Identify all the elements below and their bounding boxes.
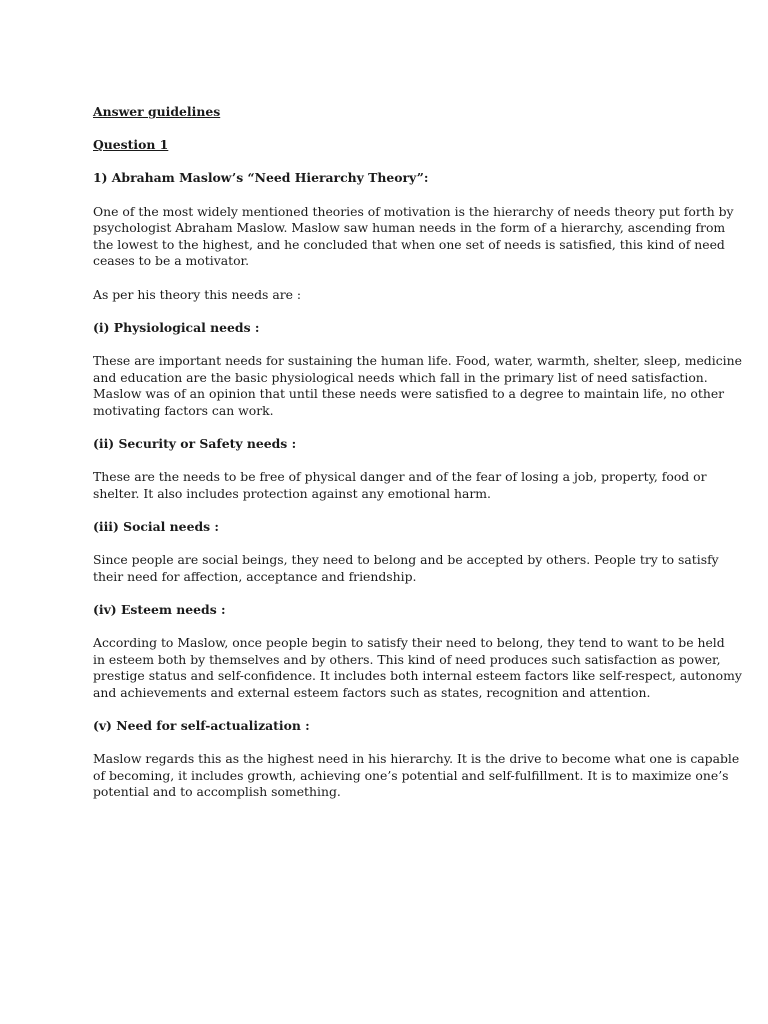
spacer	[93, 618, 683, 635]
section-heading-esteem: (iv) Esteem needs :	[93, 601, 226, 617]
spacer	[93, 502, 683, 519]
spacer	[93, 701, 683, 718]
paragraph-line: Maslow was of an opinion that until these needs were satisfied to a degree to maintain life, no other	[93, 386, 725, 402]
spacer	[93, 535, 683, 552]
paragraph-line: ceases to be a motivator.	[93, 253, 250, 269]
paragraph-line: and education are the basic physiological needs which fall in the primary list of need satisfaction.	[93, 369, 708, 385]
spacer	[93, 154, 683, 171]
section-paragraph-social	[93, 552, 719, 585]
spacer	[93, 303, 683, 320]
paragraph-line: potential and to accomplish something.	[93, 784, 341, 800]
paragraph-line: shelter. It also includes protection against any emotional harm.	[93, 485, 491, 501]
section-heading-self-actualization: (v) Need for self-actualization :	[93, 717, 310, 733]
section-paragraph-self-actualization	[93, 751, 740, 801]
question-label: Question 1	[93, 137, 169, 153]
spacer	[93, 187, 683, 204]
paragraph-line: their need for affection, acceptance and friendship.	[93, 568, 417, 584]
spacer	[93, 336, 683, 353]
paragraph-line: and achievements and external esteem factors such as states, recognition and attention.	[93, 684, 651, 700]
section-paragraph-safety	[93, 469, 707, 502]
section-paragraph-physiological	[93, 352, 742, 419]
paragraph-line: motivating factors can work.	[93, 402, 274, 418]
paragraph-line: psychologist Abraham Maslow. Maslow saw human needs in the form of a hierarchy, ascending from	[93, 220, 726, 236]
spacer	[93, 452, 683, 469]
main-heading: 1) Abraham Maslow’s “Need Hierarchy Theory”:	[93, 170, 429, 186]
paragraph-line: These are the needs to be free of physical danger and of the fear of losing a job, property, food or	[93, 469, 707, 485]
spacer	[93, 419, 683, 436]
spacer	[93, 121, 683, 138]
section-heading-safety: (ii) Security or Safety needs :	[93, 435, 297, 451]
paragraph-line: of becoming, it includes growth, achieving one’s potential and self-fulfillment. It is to maximize one’s	[93, 767, 729, 783]
paragraph-line: Maslow regards this as the highest need in his hierarchy. It is the drive to become what one is capable	[93, 751, 740, 767]
paragraph-line: One of the most widely mentioned theories of motivation is the hierarchy of needs theory put forth by	[93, 203, 734, 219]
document-content	[93, 104, 742, 801]
paragraph-line: According to Maslow, once people begin to satisfy their need to belong, they tend to want to be held	[93, 635, 725, 650]
paragraph-line: in esteem both by themselves and by others. This kind of need produces such satisfaction as power,	[93, 651, 721, 667]
section-heading-social: (iii) Social needs :	[93, 518, 219, 534]
intro-paragraph	[93, 203, 734, 270]
paragraph-line: the lowest to the highest, and he concluded that when one set of needs is satisfied, this kind of need	[93, 236, 725, 252]
section-paragraph-esteem	[93, 635, 742, 701]
spacer	[93, 585, 683, 602]
paragraph-line: prestige status and self-confidence. It includes both internal esteem factors like self-respect, autonomy	[93, 668, 742, 684]
section-heading-physiological: (i) Physiological needs :	[93, 319, 260, 335]
paragraph-line: These are important needs for sustaining the human life. Food, water, warmth, shelter, sleep, medicine	[93, 352, 742, 368]
spacer	[93, 270, 683, 287]
per-theory-text: As per his theory this needs are :	[93, 286, 302, 302]
paragraph-line: Since people are social beings, they need to belong and be accepted by others. People try to satisfy	[93, 552, 719, 568]
spacer	[93, 735, 683, 752]
answer-guidelines-title: Answer guidelines	[93, 104, 221, 119]
